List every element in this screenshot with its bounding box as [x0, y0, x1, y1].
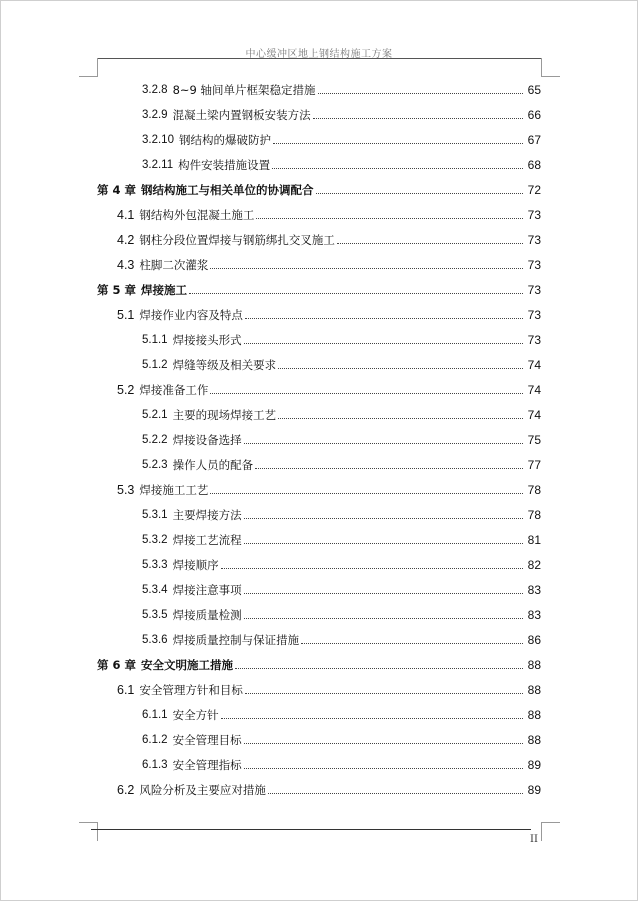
toc-entry[interactable]: [97, 402, 541, 422]
toc-entry-number: 5.3.1: [142, 509, 168, 521]
toc-entry-page: 78: [527, 508, 541, 522]
toc-entry-page: 66: [527, 108, 541, 122]
toc-dot-leader: [244, 767, 523, 769]
toc-entry-page: 89: [527, 758, 541, 772]
toc-entry-title: 焊接施工: [141, 283, 188, 297]
page-number: II: [530, 834, 538, 845]
toc-entry[interactable]: [97, 702, 541, 722]
toc-dot-leader: [316, 192, 523, 194]
toc-entry-title: 焊接接头形式: [172, 333, 242, 347]
toc-dot-leader: [273, 142, 523, 144]
toc-entry-title: 焊接施工工艺: [139, 483, 209, 497]
toc-entry-number: 4.1: [117, 208, 135, 222]
toc-dot-leader: [278, 367, 523, 369]
toc-entry-title: 安全管理指标: [172, 758, 242, 772]
toc-entry-page: 88: [527, 708, 541, 722]
toc-entry[interactable]: [97, 652, 541, 672]
toc-entry-page: 72: [527, 183, 541, 197]
toc-entry[interactable]: [97, 227, 541, 247]
toc-dot-leader: [244, 442, 523, 444]
toc-entry-page: 68: [527, 158, 541, 172]
toc-entry-title: 主要的现场焊接工艺: [172, 408, 277, 422]
crop-mark-bottom-right: [541, 822, 560, 841]
toc-dot-leader: [244, 742, 523, 744]
toc-dot-leader: [244, 542, 523, 544]
toc-entry-page: 74: [527, 408, 541, 422]
toc-dot-leader: [278, 417, 523, 419]
toc-entry[interactable]: [97, 627, 541, 647]
toc-entry[interactable]: [97, 102, 541, 122]
toc-entry-title: 柱脚二次灌浆: [139, 258, 209, 272]
toc-entry-number: 5.3.6: [142, 634, 168, 646]
toc-entry-number: 3.2.10: [142, 134, 174, 146]
toc-entry-number: 4.3: [117, 258, 135, 272]
toc-dot-leader: [244, 517, 523, 519]
toc-dot-leader: [337, 242, 523, 244]
toc-entry-number: 3.2.8: [142, 84, 168, 96]
toc-entry-page: 67: [527, 133, 541, 147]
toc-dot-leader: [301, 642, 523, 644]
toc-entry[interactable]: [97, 352, 541, 372]
toc-entry-number: 5.1: [117, 308, 135, 322]
toc-entry-title: 焊接质量检测: [172, 608, 242, 622]
toc-entry-title: 焊接准备工作: [139, 383, 209, 397]
toc-entry-title: 焊接设备选择: [172, 433, 242, 447]
toc-entry-page: 73: [527, 233, 541, 247]
toc-entry-title: 钢柱分段位置焊接与钢筋绑扎交叉施工: [139, 233, 335, 247]
toc-entry-page: 88: [527, 733, 541, 747]
toc-entry-title: 操作人员的配备: [172, 458, 254, 472]
toc-entry-page: 83: [527, 608, 541, 622]
toc-dot-leader: [221, 567, 523, 569]
toc-entry[interactable]: [97, 127, 541, 147]
toc-entry-page: 86: [527, 633, 541, 647]
toc-entry[interactable]: [97, 202, 541, 222]
toc-entry-page: 83: [527, 583, 541, 597]
toc-entry-number: 5.1.2: [142, 359, 168, 371]
toc-entry[interactable]: [97, 527, 541, 547]
toc-entry[interactable]: [97, 727, 541, 747]
toc-entry-page: 74: [527, 383, 541, 397]
toc-entry[interactable]: [97, 777, 541, 797]
toc-entry-number: 第 5 章: [97, 283, 137, 297]
toc-entry-page: 75: [527, 433, 541, 447]
toc-entry-title: 钢结构施工与相关单位的协调配合: [141, 183, 314, 197]
toc-entry-page: 78: [527, 483, 541, 497]
toc-entry[interactable]: [97, 302, 541, 322]
toc-entry[interactable]: [97, 502, 541, 522]
toc-entry-number: 5.3: [117, 483, 135, 497]
toc-entry-page: 88: [527, 658, 541, 672]
toc-entry-title: 构件安装措施设置: [178, 158, 271, 172]
toc-entry-title: 焊接注意事项: [172, 583, 242, 597]
toc-entry-page: 82: [527, 558, 541, 572]
toc-dot-leader: [255, 467, 523, 469]
toc-entry-title: 安全文明施工措施: [141, 658, 234, 672]
toc-entry-number: 5.2.3: [142, 459, 168, 471]
toc-dot-leader: [244, 342, 523, 344]
toc-dot-leader: [272, 167, 523, 169]
toc-entry-number: 5.2: [117, 383, 135, 397]
document-header-title: 中心缓冲区地上钢结构施工方案: [245, 49, 393, 60]
toc-entry-page: 73: [527, 308, 541, 322]
toc-entry-number: 6.2: [117, 783, 135, 797]
toc-entry-title: 安全方针: [172, 708, 219, 722]
toc-entry[interactable]: [97, 602, 541, 622]
toc-entry-number: 4.2: [117, 233, 135, 247]
toc-dot-leader: [244, 592, 523, 594]
crop-mark-bottom-left: [79, 822, 98, 841]
toc-dot-leader: [313, 117, 523, 119]
toc-dot-leader: [256, 217, 523, 219]
toc-entry-page: 74: [527, 358, 541, 372]
toc-entry-page: 77: [527, 458, 541, 472]
toc-entry-number: 第 4 章: [97, 183, 137, 197]
toc-entry-number: 5.1.1: [142, 334, 168, 346]
toc-entry-page: 89: [527, 783, 541, 797]
toc-entry-page: 73: [527, 208, 541, 222]
toc-entry[interactable]: [97, 677, 541, 697]
toc-entry-number: 5.2.2: [142, 434, 168, 446]
toc-entry-number: 5.3.4: [142, 584, 168, 596]
toc-dot-leader: [210, 267, 523, 269]
toc-entry-title: 焊接顺序: [172, 558, 219, 572]
toc-entry-title: 安全管理目标: [172, 733, 242, 747]
toc-dot-leader: [210, 392, 523, 394]
toc-entry-title: 钢结构的爆破防护: [178, 133, 271, 147]
header-rule: [97, 58, 541, 59]
toc-entry-title: 焊接质量控制与保证措施: [172, 633, 300, 647]
toc-entry-number: 第 6 章: [97, 658, 137, 672]
toc-entry-title: 风险分析及主要应对措施: [139, 783, 266, 797]
crop-mark-top-right: [541, 58, 560, 77]
toc-entry[interactable]: [97, 452, 541, 472]
toc-entry-number: 3.2.11: [142, 159, 174, 171]
toc-dot-leader: [244, 617, 523, 619]
toc-dot-leader: [245, 692, 523, 694]
toc-entry-page: 88: [527, 683, 541, 697]
toc-entry-title: 焊接工艺流程: [172, 533, 242, 547]
toc-entry-title: 钢结构外包混凝土施工: [139, 208, 255, 222]
toc-dot-leader: [245, 317, 523, 319]
toc-entry-title: 8~9 轴间单片框架稳定措施: [172, 83, 316, 97]
toc-entry[interactable]: [97, 752, 541, 772]
toc-entry-page: 81: [527, 533, 541, 547]
toc-dot-leader: [318, 92, 523, 94]
toc-entry[interactable]: [97, 477, 541, 497]
toc-entry-number: 6.1: [117, 683, 135, 697]
toc-dot-leader: [221, 717, 523, 719]
toc-entry-page: 73: [527, 283, 541, 297]
toc-entry-title: 安全管理方针和目标: [139, 683, 243, 697]
toc-entry-page: 65: [527, 83, 541, 97]
toc-entry[interactable]: [97, 327, 541, 347]
toc-entry-number: 5.3.3: [142, 559, 168, 571]
toc-entry[interactable]: [97, 252, 541, 272]
toc-entry-number: 6.1.3: [142, 759, 168, 771]
toc-dot-leader: [268, 792, 523, 794]
toc-entry-number: 5.2.1: [142, 409, 168, 421]
toc-entry-number: 3.2.9: [142, 109, 168, 121]
toc-entry-number: 6.1.1: [142, 709, 168, 721]
toc-entry[interactable]: [97, 177, 541, 197]
toc-entry[interactable]: [97, 77, 541, 97]
toc-entry-number: 5.3.2: [142, 534, 168, 546]
toc-entry[interactable]: [97, 427, 541, 447]
toc-entry-title: 焊缝等级及相关要求: [172, 358, 277, 372]
toc-entry-page: 73: [527, 258, 541, 272]
toc-dot-leader: [210, 492, 523, 494]
toc-dot-leader: [235, 667, 523, 669]
toc-entry-title: 主要焊接方法: [172, 508, 242, 522]
toc-entry-page: 73: [527, 333, 541, 347]
toc-entry-title: 焊接作业内容及特点: [139, 308, 243, 322]
toc-entry-title: 混凝土梁内置钢板安装方法: [172, 108, 311, 122]
toc-entry[interactable]: [97, 552, 541, 572]
toc-entry[interactable]: [97, 152, 541, 172]
toc-entry[interactable]: [97, 377, 541, 397]
toc-entry-number: 6.1.2: [142, 734, 168, 746]
toc-dot-leader: [189, 292, 523, 294]
crop-mark-top-left: [79, 58, 98, 77]
toc-entry[interactable]: [97, 277, 541, 297]
toc-entry[interactable]: [97, 577, 541, 597]
footer-rule: [91, 829, 531, 830]
toc-entry-number: 5.3.5: [142, 609, 168, 621]
